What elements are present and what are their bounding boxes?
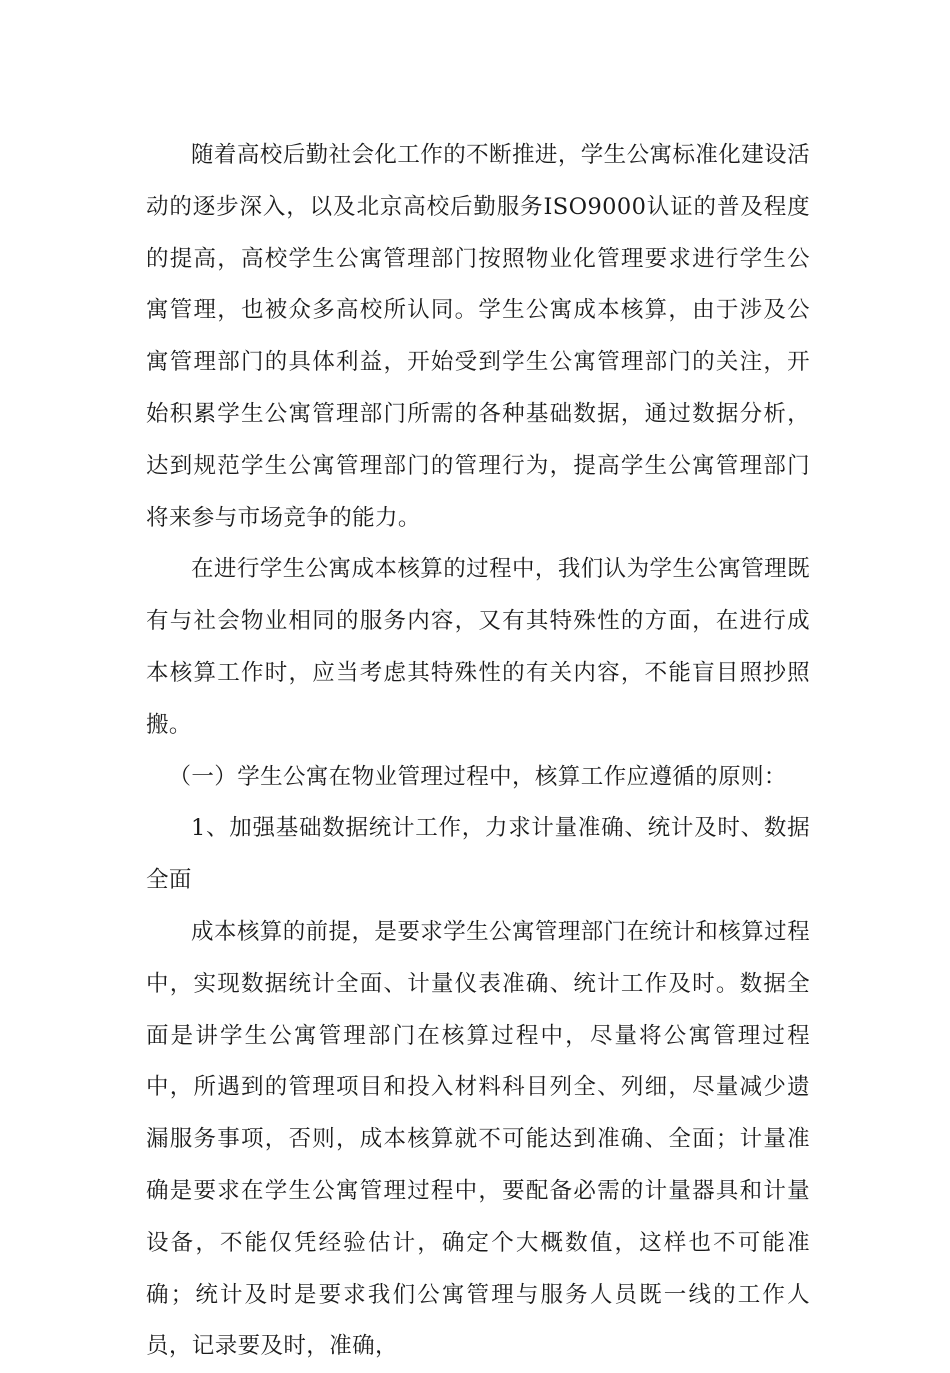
section-heading-principles: （一）学生公寓在物业管理过程中，核算工作应遵循的原则： — [168, 763, 787, 790]
paragraph-cost-accounting-process: 在进行学生公寓成本核算的过程中，我们认为学生公寓管理既有与社会物业相同的服务内容，又有其特殊性的方面，在进行成本核算工作时，应当考虑其特殊性的有关内容，不能盲目照抄照搬。 — [146, 556, 810, 738]
document-body — [146, 130, 810, 1373]
list-item-basic-data-statistics: 1、加强基础数据统计工作，力求计量准确、统计及时、数据全面 — [146, 815, 810, 894]
paragraph-intro: 随着高校后勤社会化工作的不断推进，学生公寓标准化建设活动的逐步深入，以及北京高校后勤服务ISO9000认证的普及程度的提高，高校学生公寓管理部门按照物业化管理要求进行学生公寓管理，也被众多高校所认同。学生公寓成本核算，由于涉及公寓管理部门的具体利益，开始受到学生公寓管理部门的关注，开始积累学生公寓管理部门所需的各种基础数据，通过数据分析，达到规范学生公寓管理部门的管理行为，提高学生公寓管理部门将来参与市场竞争的能力。 — [146, 142, 810, 531]
paragraph-cost-accounting-premise: 成本核算的前提，是要求学生公寓管理部门在统计和核算过程中，实现数据统计全面、计量仪表准确、统计工作及时。数据全面是讲学生公寓管理部门在核算过程中，尽量将公寓管理过程中，所遇到的管理项目和投入材料科目列全、列细，尽量减少遗漏服务事项，否则，成本核算就不可能达到准确、全面；计量准确是要求在学生公寓管理过程中，要配备必需的计量器具和计量设备，不能仅凭经验估计，确定个大概数值，这样也不可能准确；统计及时是要求我们公寓管理与服务人员既一线的工作人员，记录要及时，准确， — [146, 918, 810, 1360]
